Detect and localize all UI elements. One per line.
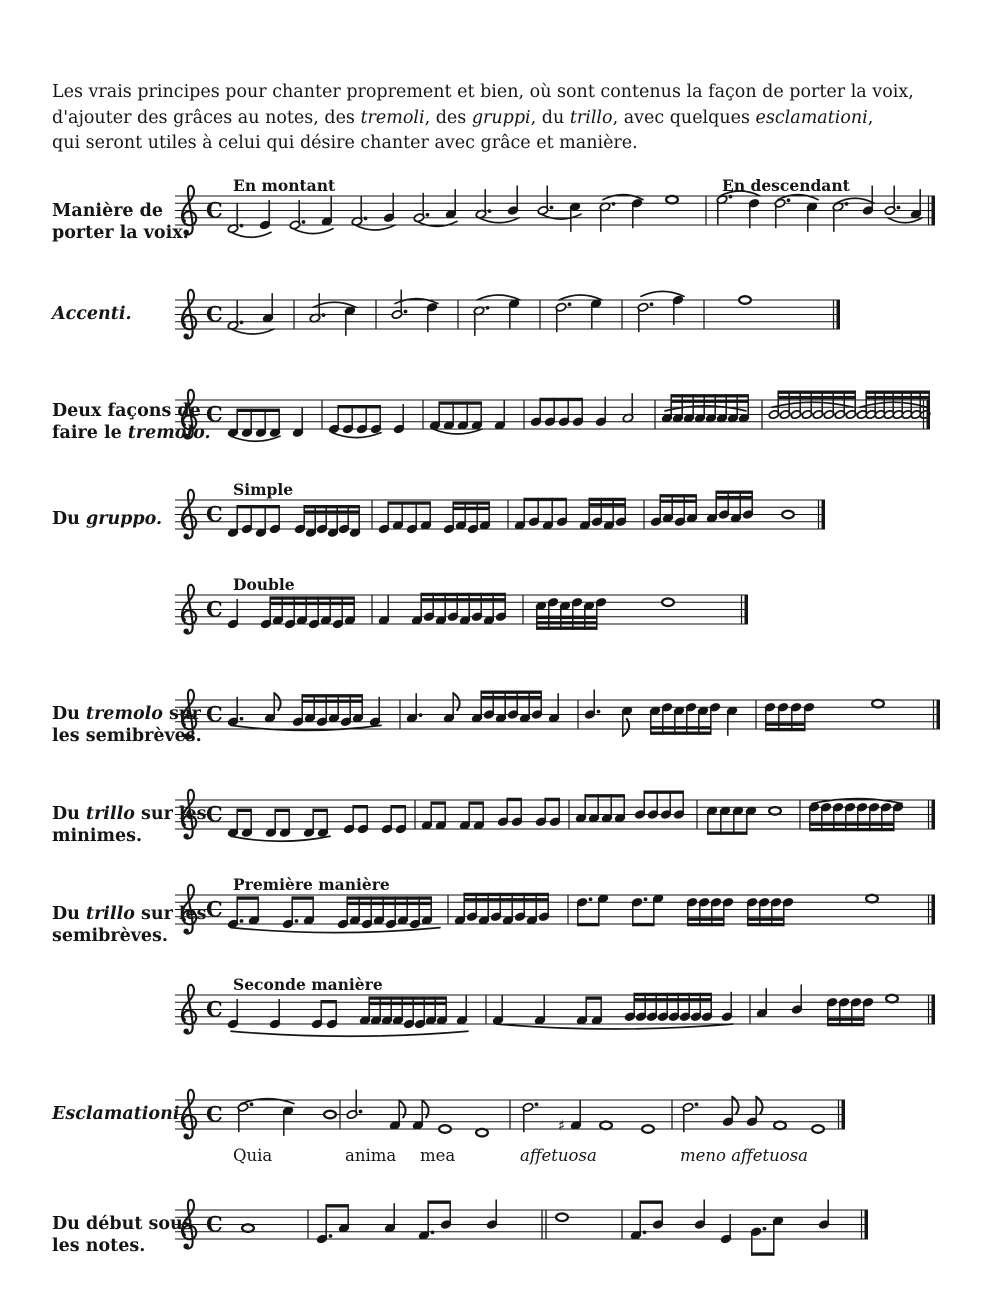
staff-tremolo-deux-facons	[175, 390, 931, 441]
label-accenti: Accenti.	[52, 304, 132, 324]
annotation-porter-la-voix: En descendant	[722, 176, 850, 195]
staff-trillo-minimes	[175, 790, 935, 841]
svg-text:C: C	[206, 301, 223, 327]
annotation-trillo-semibreves-premiere: Première manière	[233, 875, 390, 894]
svg-text:C: C	[206, 401, 223, 427]
label-tremolo-deux-facons: Deux façons de faire le tremolo.	[52, 401, 211, 444]
label-gruppo-simple: Du gruppo.	[52, 509, 163, 529]
intro-line: Les vrais principes pour chanter proprement et bien, où sont contenus la façon de porter la voix,	[52, 82, 914, 102]
annotation-trillo-seconde: Seconde manière	[233, 975, 383, 994]
annotation-porter-la-voix: En montant	[233, 176, 336, 195]
svg-text:C: C	[206, 896, 223, 922]
label-esclamationi: Esclamationi.	[52, 1104, 186, 1124]
staff-esclamationi	[175, 1090, 845, 1139]
label-tremolo-semibreves: Du tremolo sur les semibrèves.	[52, 704, 202, 747]
svg-text:C: C	[206, 701, 223, 727]
lyric-esclamationi: mea	[420, 1146, 456, 1165]
svg-text:♯: ♯	[558, 1116, 566, 1135]
staff-accenti	[175, 290, 840, 339]
lyric-esclamationi: meno affetuosa	[680, 1146, 809, 1165]
label-porter-la-voix: Manière de porter la voix.	[52, 201, 189, 244]
label-trillo-semibreves-premiere: Du trillo sur les semibrèves.	[52, 904, 207, 947]
intro-line: d'ajouter des grâces au notes, des tremoli, des gruppi, du trillo, avec quelques esclamationi,	[52, 107, 874, 128]
annotation-gruppo-simple: Simple	[233, 480, 294, 499]
staff-debut-sous-notes	[175, 1200, 868, 1256]
label-trillo-minimes: Du trillo sur les minimes.	[52, 804, 207, 847]
svg-text:C: C	[206, 801, 223, 827]
svg-text:C: C	[206, 501, 223, 527]
svg-text:C: C	[206, 596, 223, 622]
svg-text:C: C	[206, 1101, 223, 1127]
svg-text:C: C	[206, 197, 223, 223]
staff-tremolo-semibreves	[175, 690, 940, 739]
intro-line: qui seront utiles à celui qui désire chanter avec grâce et manière.	[52, 133, 638, 154]
label-debut-sous-notes: Du début sous les notes.	[52, 1214, 193, 1257]
annotation-gruppo-double: Double	[233, 575, 295, 594]
lyric-esclamationi: affetuosa	[520, 1146, 597, 1165]
svg-text:C: C	[206, 996, 223, 1022]
lyric-esclamationi: anima	[345, 1146, 397, 1165]
lyric-esclamationi: Quia	[233, 1146, 273, 1165]
svg-text:C: C	[206, 1211, 223, 1237]
